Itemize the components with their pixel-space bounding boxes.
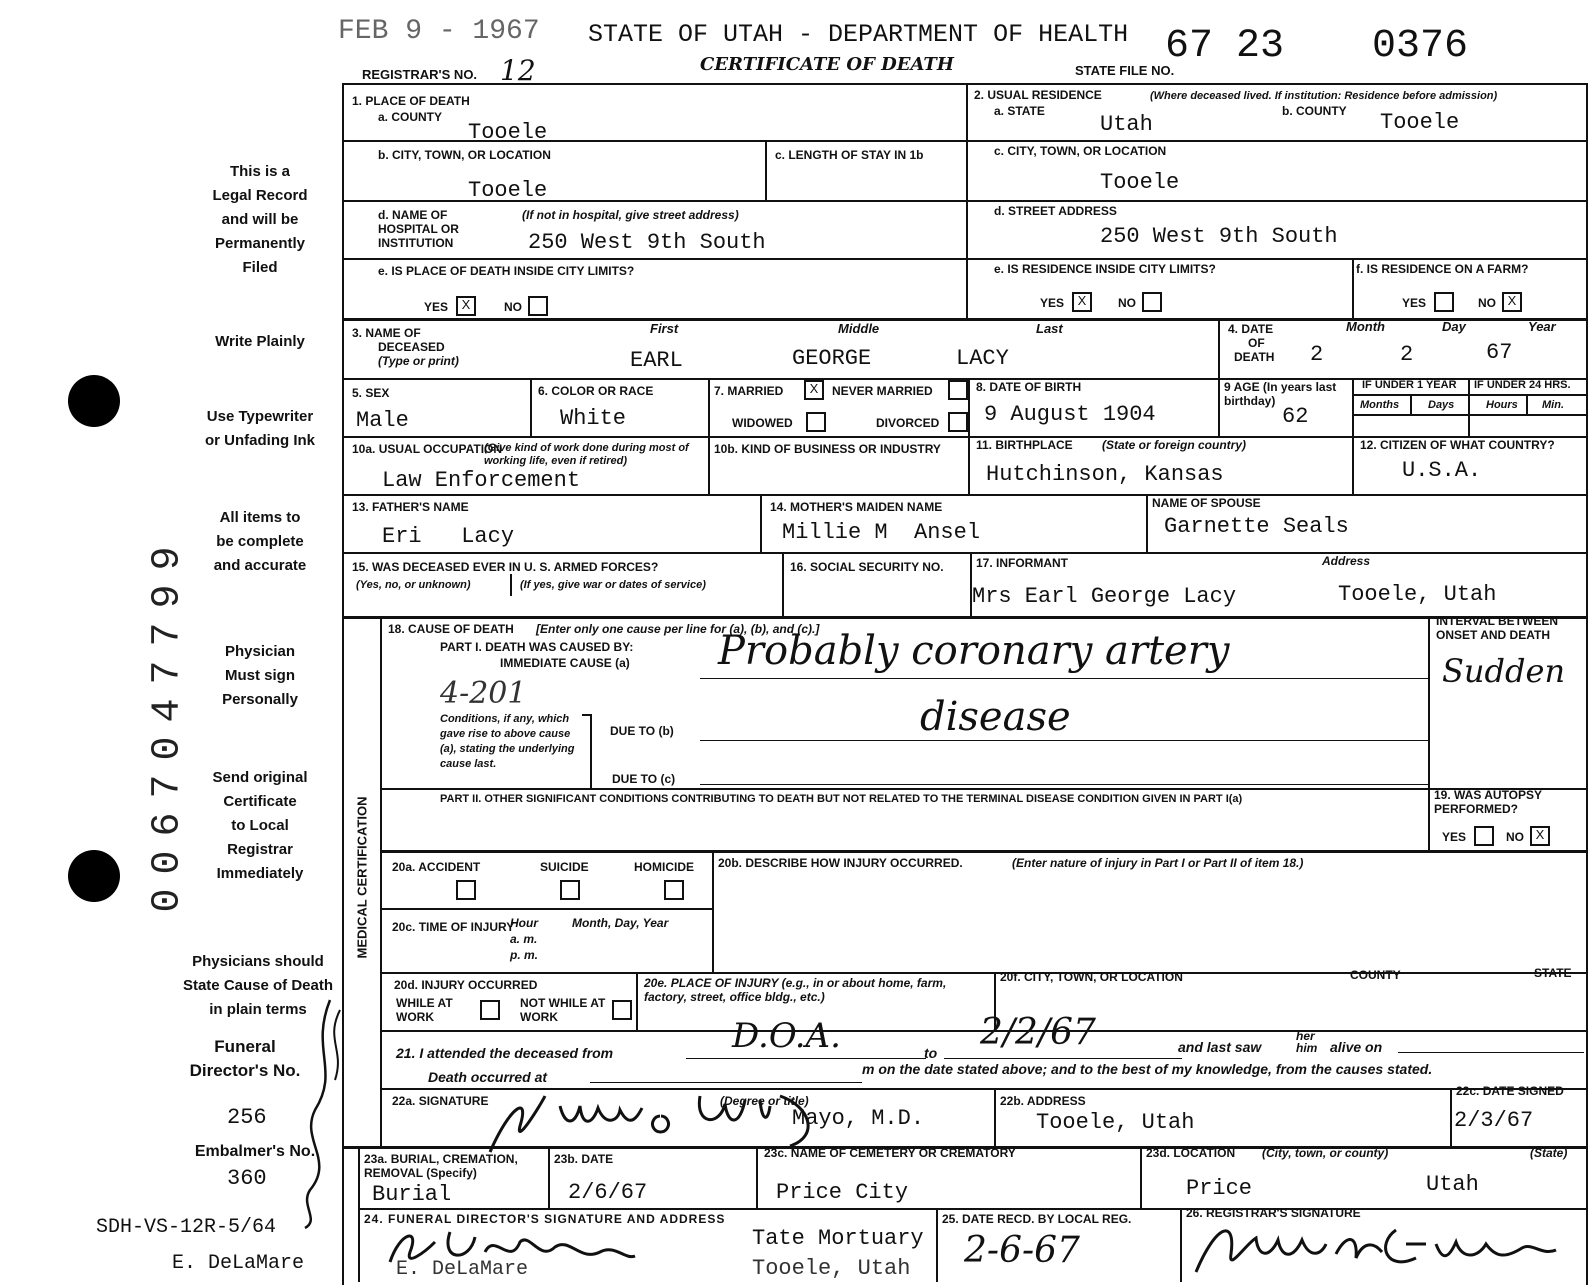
label-last: Last [1036, 321, 1063, 336]
label-1e-no: NO [504, 300, 522, 314]
sidebar-send-1: Send original [212, 769, 308, 786]
label-16: 16. SOCIAL SECURITY NO. [790, 560, 944, 574]
date-of-birth: 9 August 1904 [984, 402, 1156, 427]
checkbox-divorced[interactable] [948, 412, 968, 432]
label-22c: 22c. DATE SIGNED [1456, 1084, 1564, 1098]
sidebar-complete [185, 506, 335, 578]
registrar-no: 12 [500, 54, 536, 87]
embalmer-label: Embalmer's No. [194, 1143, 316, 1160]
label-month-day-year: Month, Day, Year [572, 916, 669, 930]
checkbox-1e-yes[interactable]: X [456, 296, 476, 316]
label-first: First [650, 321, 679, 336]
label-1d-note: (If not in hospital, give street address) [522, 208, 739, 222]
label-2e: e. IS RESIDENCE INSIDE CITY LIMITS? [994, 262, 1216, 276]
label-23b: 23b. DATE [554, 1152, 614, 1166]
sidebar-cause-3: in plain terms [209, 1001, 307, 1018]
label-5: 5. SEX [352, 386, 390, 400]
label-20b: 20b. DESCRIBE HOW INJURY OCCURRED. [718, 856, 963, 870]
sidebar-complete-2: be complete [216, 533, 304, 550]
label-due-b: DUE TO (b) [610, 724, 674, 738]
birthplace: Hutchinson, Kansas [986, 462, 1224, 487]
interval-value: Sudden [1442, 652, 1566, 690]
label-20b-note: (Enter nature of injury in Part I or Part II of item 18.) [1012, 856, 1304, 870]
label-1c: c. LENGTH OF STAY IN 1b [775, 148, 924, 162]
label-1a: a. COUNTY [378, 110, 443, 124]
label-am: a. m. [510, 932, 538, 946]
attended-to: 2/2/67 [980, 1012, 1096, 1053]
label-immediate-cause: IMMEDIATE CAUSE (a) [500, 656, 630, 670]
label-22b: 22b. ADDRESS [1000, 1094, 1086, 1108]
label-15-note-2: (If yes, give war or dates of service) [520, 579, 706, 591]
label-4b: OF [1248, 336, 1265, 350]
registrar-label: REGISTRAR'S NO. [362, 67, 478, 82]
label-pm: p. m. [510, 948, 539, 962]
label-10a-note: (Give kind of work done during most of working life, even if retired) [484, 442, 689, 467]
label-her-him: her him [1296, 1029, 1318, 1055]
label-homicide: HOMICIDE [634, 860, 694, 874]
cemetery-location: Price [1186, 1176, 1253, 1201]
death-day: 2 [1400, 342, 1414, 367]
label-4c: DEATH [1234, 350, 1275, 364]
label-1d-3: INSTITUTION [378, 236, 454, 250]
label-2e-yes: YES [1040, 296, 1065, 310]
state-file-c: 0376 [1372, 24, 1469, 69]
label-to: to [924, 1045, 938, 1061]
vertical-serial-text: 0067047799 [145, 532, 191, 913]
label-10b: 10b. KIND OF BUSINESS OR INDUSTRY [714, 442, 941, 456]
spouse-name: Garnette Seals [1164, 514, 1349, 539]
sidebar-legal-5: Filed [242, 259, 278, 276]
label-part-2: PART II. OTHER SIGNIFICANT CONDITIONS CONTRIBUTING TO DEATH BUT NOT RELATED TO THE TERMINAL DISEASE CONDITION GIVEN IN PART I(a) [440, 793, 1243, 805]
label-20a: 20a. ACCIDENT [392, 860, 481, 874]
label-hour: Hour [510, 916, 538, 930]
label-22a: 22a. SIGNATURE [392, 1094, 489, 1108]
checkbox-married[interactable]: X [804, 380, 824, 400]
label-year: Year [1528, 319, 1556, 334]
label-not-work: NOT WHILE AT WORK [520, 996, 606, 1024]
cemetery-name: Price City [776, 1180, 909, 1205]
label-days: Days [1428, 399, 1455, 411]
label-7-never: NEVER MARRIED [832, 384, 933, 398]
label-middle: Middle [838, 321, 880, 336]
certificate-title: CERTIFICATE OF DEATH [700, 54, 954, 75]
label-county: COUNTY [1350, 968, 1401, 982]
state-file-label: STATE FILE NO. [1075, 63, 1175, 78]
sidebar-typewriter-2: or Unfading Ink [205, 432, 315, 449]
icd-code: 4-201 [440, 676, 527, 711]
label-due-c: DUE TO (c) [612, 772, 676, 786]
label-20e: 20e. PLACE OF INJURY (e.g., in or about home, farm, factory, street, office bldg., etc.) [644, 976, 947, 1004]
label-2e-no: NO [1118, 296, 1136, 310]
label-10a: 10a. USUAL OCCUPATION [352, 442, 503, 456]
sidebar-physician [185, 640, 335, 712]
punch-hole-top [68, 375, 120, 427]
checkbox-not-work[interactable] [612, 1000, 632, 1020]
label-11-note: (State or foreign country) [1102, 438, 1247, 452]
label-2c: c. CITY, TOWN, OR LOCATION [994, 144, 1167, 158]
deceased-first: EARL [630, 348, 683, 373]
death-year: 67 [1486, 340, 1513, 365]
sidebar-physician-3: Personally [222, 691, 298, 708]
label-death-occurred: Death occurred at [428, 1069, 548, 1085]
death-month: 2 [1310, 342, 1324, 367]
label-15-note-1: (Yes, no, or unknown) [356, 579, 471, 591]
label-1d-2: HOSPITAL OR [378, 222, 459, 236]
label-1d-1: d. NAME OF [378, 208, 448, 222]
informant-name: Mrs Earl George Lacy [972, 584, 1237, 609]
label-13: 13. FATHER'S NAME [352, 500, 469, 514]
label-months: Months [1360, 399, 1400, 411]
sidebar-physician-2: Must sign [225, 667, 295, 684]
cause-b: disease [920, 694, 1071, 740]
checkbox-2f-no[interactable]: X [1502, 292, 1522, 312]
residence-street: 250 West 9th South [1100, 224, 1338, 249]
occupation: Law Enforcement [382, 468, 581, 493]
hospital-address: 250 West 9th South [528, 230, 766, 255]
label-23c: 23c. NAME OF CEMETERY OR CREMATORY [764, 1146, 1016, 1160]
sidebar-cause-1: Physicians should [192, 953, 324, 970]
sidebar-send [185, 766, 335, 886]
embalmer-no: 360 [227, 1166, 267, 1191]
label-suicide: SUICIDE [540, 860, 589, 874]
checkbox-autopsy-yes[interactable] [1474, 826, 1494, 846]
sidebar-typewriter-1: Use Typewriter [206, 408, 314, 425]
label-alive-on: alive on [1330, 1039, 1383, 1055]
checkbox-accident[interactable] [456, 880, 476, 900]
embalmer-name: E. DeLaMare [172, 1252, 305, 1275]
label-3b: DECEASED [378, 340, 445, 354]
sex: Male [356, 408, 409, 433]
stamp-date: FEB 9 - 1967 [338, 16, 540, 47]
residence-county: Tooele [1380, 110, 1460, 135]
label-11: 11. BIRTHPLACE [976, 438, 1073, 452]
label-interval: INTERVAL BETWEEN ONSET AND DEATH [1436, 614, 1559, 642]
label-6: 6. COLOR OR RACE [538, 384, 654, 398]
label-18: 18. CAUSE OF DEATH [388, 622, 514, 636]
label-24: 24. FUNERAL DIRECTOR'S SIGNATURE AND ADDRESS [364, 1212, 726, 1226]
label-address: Address [1322, 554, 1371, 568]
label-26: 26. REGISTRAR'S SIGNATURE [1186, 1206, 1361, 1220]
label-hours: Hours [1486, 399, 1518, 411]
label-20f: 20f. CITY, TOWN, OR LOCATION [1000, 970, 1183, 984]
label-2f-no: NO [1478, 296, 1496, 310]
label-1e-yes: YES [424, 300, 449, 314]
label-19-no: NO [1506, 830, 1524, 844]
date-received: 2-6-67 [964, 1230, 1080, 1271]
checkbox-widowed[interactable] [806, 412, 826, 432]
label-last-saw: and last saw [1178, 1039, 1262, 1055]
label-conditions: Conditions, if any, which gave rise to above cause (a), stating the underlying cause last. [440, 713, 575, 770]
label-7-married: 7. MARRIED [714, 384, 784, 398]
sidebar-write-plainly: Write Plainly [215, 333, 305, 350]
residence-state: Utah [1100, 112, 1153, 137]
label-3c: (Type or print) [378, 354, 459, 368]
cause-a: Probably coronary artery [718, 628, 1230, 674]
label-state: STATE [1534, 966, 1572, 980]
label-7-widowed: WIDOWED [732, 416, 793, 430]
label-1e: e. IS PLACE OF DEATH INSIDE CITY LIMITS? [378, 264, 635, 278]
label-spouse: NAME OF SPOUSE [1152, 496, 1261, 510]
label-18-note: [Enter only one cause per line for (a), (b), and (c).] [536, 622, 820, 636]
checkbox-2e-yes[interactable]: X [1072, 292, 1092, 312]
label-day: Day [1442, 319, 1466, 334]
sidebar-legal-4: Permanently [214, 235, 306, 252]
label-20d: 20d. INJURY OCCURRED [394, 978, 538, 992]
checkbox-autopsy-no[interactable]: X [1530, 826, 1550, 846]
sidebar-typewriter [175, 405, 345, 453]
label-23d-state: (State) [1530, 1146, 1568, 1160]
label-3: 3. NAME OF [352, 326, 421, 340]
deceased-last: LACY [956, 346, 1009, 371]
death-county: Tooele [468, 120, 548, 145]
label-7-divorced: DIVORCED [876, 416, 940, 430]
disposition-method: Burial [372, 1182, 452, 1207]
label-2f-yes: YES [1402, 296, 1427, 310]
sidebar-send-5: Immediately [216, 865, 304, 882]
sidebar-physician-1: Physician [224, 643, 296, 660]
father-name: Eri Lacy [382, 524, 515, 549]
vertical-serial [128, 480, 191, 950]
checkbox-1e-no[interactable] [528, 296, 548, 316]
registrar-signature [1186, 1214, 1566, 1280]
label-2: 2. USUAL RESIDENCE [974, 88, 1102, 102]
label-2a: a. STATE [994, 104, 1045, 118]
conditions-bracket [582, 714, 592, 790]
label-15: 15. WAS DECEASED EVER IN U. S. ARMED FORCES? [352, 560, 659, 574]
checkbox-while-work[interactable] [480, 1000, 500, 1020]
director-typed-name: E. DeLaMare [396, 1258, 529, 1281]
checkbox-2e-no[interactable] [1142, 292, 1162, 312]
sidebar-funeral-1: Funeral [214, 1037, 276, 1056]
label-2d: d. STREET ADDRESS [994, 204, 1117, 218]
label-4: 4. DATE [1228, 322, 1274, 336]
label-m-on: m on the date stated above; and to the best of my knowledge, from the causes stated. [862, 1061, 1433, 1077]
date-signed: 2/3/67 [1454, 1108, 1534, 1133]
label-while-work: WHILE AT WORK [396, 996, 453, 1024]
label-25: 25. DATE RECD. BY LOCAL REG. [942, 1212, 1132, 1226]
citizen: U.S.A. [1402, 458, 1482, 483]
sidebar-send-4: Registrar [227, 841, 293, 858]
punch-hole-bottom [68, 850, 120, 902]
label-min: Min. [1542, 399, 1564, 411]
label-14: 14. MOTHER'S MAIDEN NAME [770, 500, 943, 514]
label-17: 17. INFORMANT [976, 556, 1069, 570]
label-23d: 23d. LOCATION [1146, 1146, 1236, 1160]
informant-address: Tooele, Utah [1338, 582, 1497, 607]
medical-side-label [344, 770, 380, 990]
checkbox-suicide[interactable] [560, 880, 580, 900]
label-1b: b. CITY, TOWN, OR LOCATION [378, 148, 551, 162]
label-23a: 23a. BURIAL, CREMATION, REMOVAL (Specify) [364, 1152, 518, 1180]
label-21: 21. I attended the deceased from [396, 1045, 614, 1061]
form-number: SDH-VS-12R-5/64 [96, 1216, 277, 1239]
state-file-a: 67 [1165, 24, 1214, 69]
checkbox-2f-yes[interactable] [1434, 292, 1454, 312]
deceased-middle: GEORGE [792, 346, 872, 371]
label-degree: (Degree or title) [720, 1094, 809, 1108]
label-20c: 20c. TIME OF INJURY [392, 920, 515, 934]
sidebar-complete-3: and accurate [213, 557, 307, 574]
physician-name: Mayo, M.D. [792, 1106, 925, 1131]
residence-city: Tooele [1100, 170, 1180, 195]
label-under-1-year: IF UNDER 1 YEAR [1362, 379, 1457, 391]
death-city: Tooele [468, 178, 548, 203]
attended-from: D.O.A. [732, 1016, 841, 1056]
label-9: 9 AGE (In years last birthday) [1224, 380, 1337, 408]
mother-name: Millie M Ansel [782, 520, 981, 545]
sidebar-legal-2: Legal Record [212, 187, 308, 204]
medical-side-label-text: MEDICAL CERTIFICATION [354, 796, 370, 959]
sidebar-send-2: Certificate [223, 793, 297, 810]
label-1: 1. PLACE OF DEATH [352, 94, 470, 108]
label-2f: f. IS RESIDENCE ON A FARM? [1356, 262, 1529, 276]
checkbox-never-married[interactable] [948, 380, 968, 400]
mortuary-name: Tate Mortuary [752, 1226, 924, 1251]
label-month: Month [1346, 319, 1385, 334]
funeral-director-no: 256 [227, 1105, 267, 1130]
sidebar-legal [185, 160, 335, 280]
disposition-date: 2/6/67 [568, 1180, 648, 1205]
sidebar-funeral-2: Director's No. [189, 1061, 301, 1080]
sidebar-send-3: to Local [231, 817, 289, 834]
label-part-1: PART I. DEATH WAS CAUSED BY: [440, 640, 634, 654]
label-under-24-hrs: IF UNDER 24 HRS. [1474, 379, 1571, 391]
checkbox-homicide[interactable] [664, 880, 684, 900]
form-title: STATE OF UTAH - DEPARTMENT OF HEALTH [588, 20, 1129, 49]
sidebar-cause-2: State Cause of Death [182, 977, 334, 994]
label-2-note: (Where deceased lived. If institution: Residence before admission) [1150, 90, 1498, 102]
label-19: 19. WAS AUTOPSY PERFORMED? [1434, 788, 1542, 816]
label-23d-note: (City, town, or county) [1262, 1146, 1389, 1160]
race: White [560, 406, 627, 431]
label-8: 8. DATE OF BIRTH [976, 380, 1082, 394]
sidebar-legal-3: and will be [221, 211, 299, 228]
label-12: 12. CITIZEN OF WHAT COUNTRY? [1360, 438, 1555, 452]
cemetery-state: Utah [1426, 1172, 1479, 1197]
sidebar-complete-1: All items to [219, 509, 301, 526]
label-2b: b. COUNTY [1282, 104, 1347, 118]
sidebar-legal-1: This is a [229, 163, 291, 180]
label-19-yes: YES [1442, 830, 1467, 844]
age: 62 [1282, 404, 1309, 429]
physician-address: Tooele, Utah [1036, 1110, 1195, 1135]
mortuary-address: Tooele, Utah [752, 1256, 911, 1281]
state-file-b: 23 [1236, 24, 1285, 69]
funeral-director-signature [380, 1222, 640, 1272]
